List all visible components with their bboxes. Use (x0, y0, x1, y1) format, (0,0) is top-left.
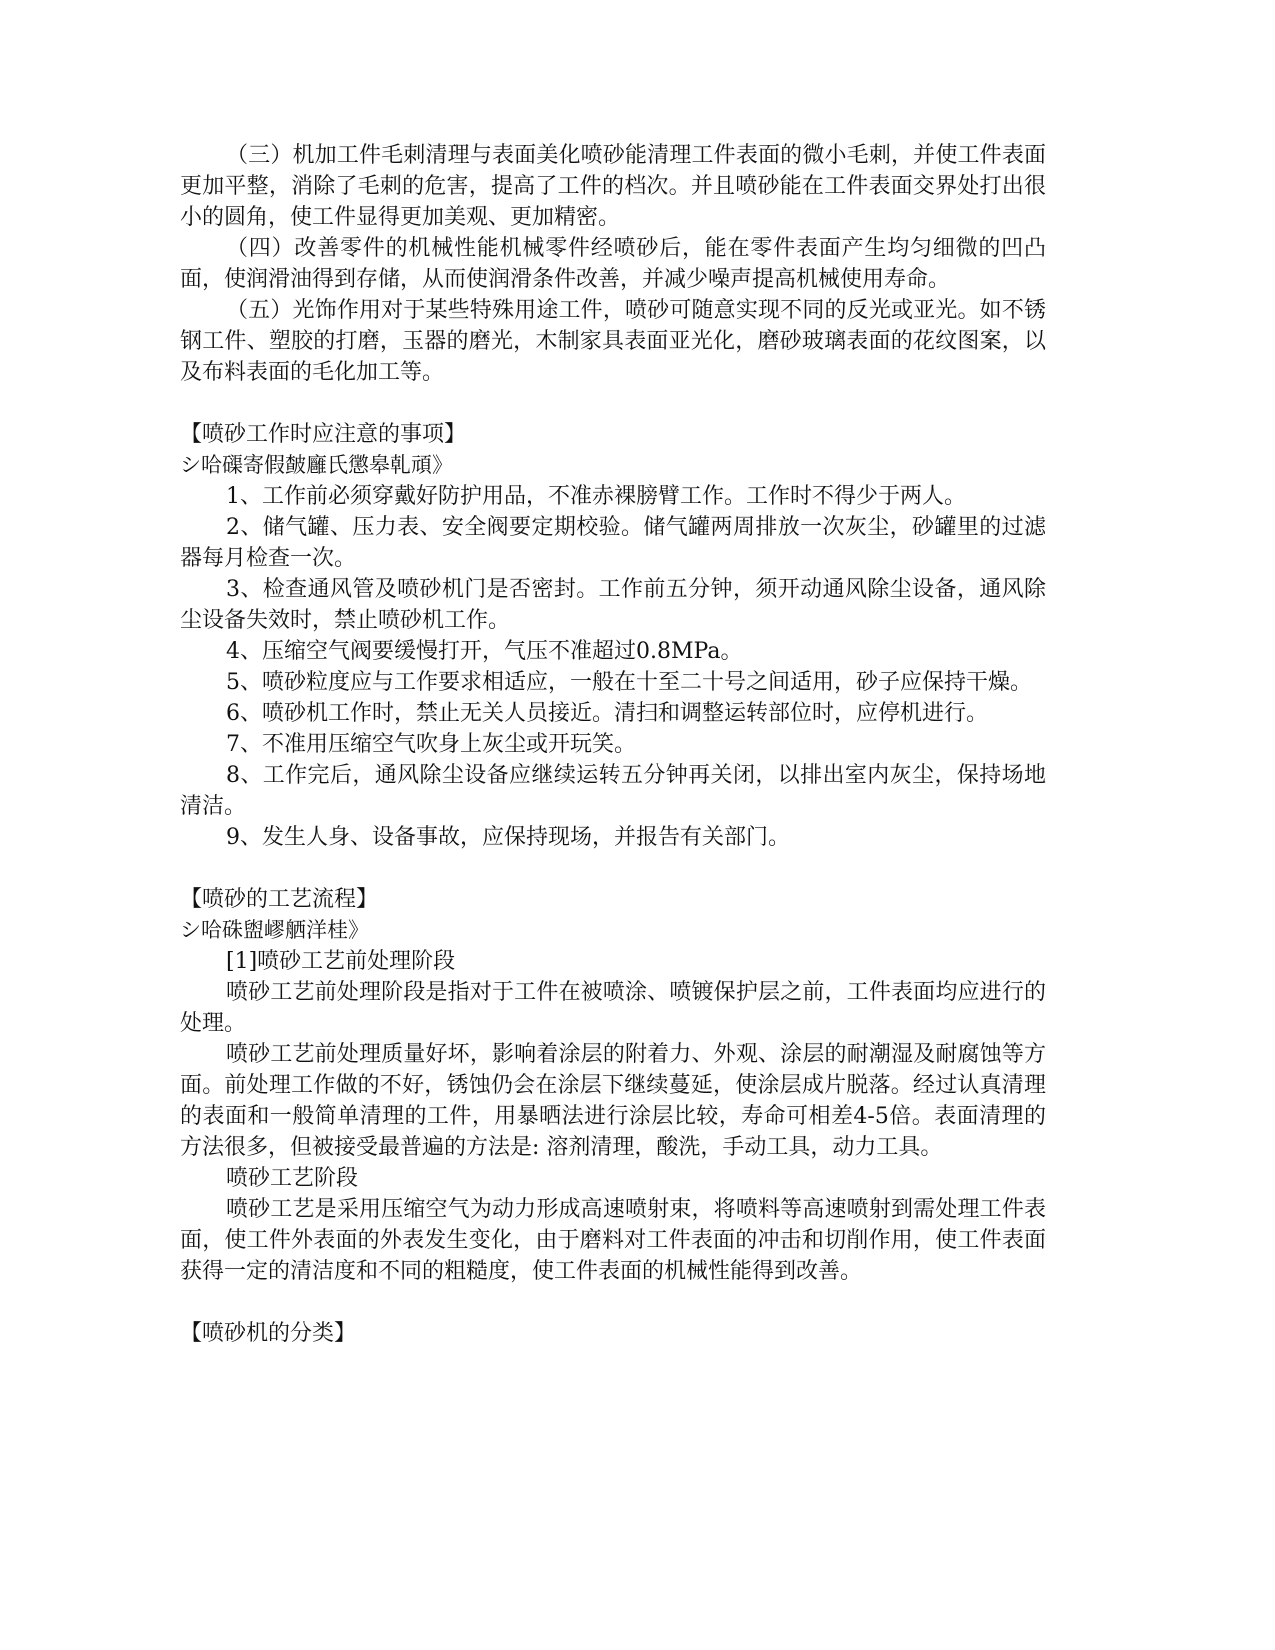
garbled-line-process: シ哈硃盥嵺舾洋桂》 (180, 918, 369, 942)
process-paragraph: 喷砂工艺前处理阶段是指对于工件在被喷涂、喷镀保护层之前，工件表面均应进行的处理。 (180, 980, 1046, 1036)
list-item: 1、工作前必须穿戴好防护用品，不准赤裸膀臂工作。工作时不得少于两人。 (226, 484, 966, 509)
list-item: 2、储气罐、压力表、安全阀要定期校验。储气罐两周排放一次灰尘，砂罐里的过滤器每月检查一次。 (180, 515, 1046, 571)
intro-paragraph-3: （三）机加工件毛刺清理与表面美化喷砂能清理工件表面的微小毛刺，并使工件表面更加平整，消除了毛刺的危害，提高了工件的档次。并且喷砂能在工件表面交界处打出很小的圆角，使工件显得更加美观、更加精密。 (180, 143, 1046, 230)
intro-paragraph-5: （五）光饰作用对于某些特殊用途工件，喷砂可随意实现不同的反光或亚光。如不锈钢工件、塑胶的打磨，玉器的磨光，木制家具表面亚光化，磨砂玻璃表面的花纹图案，以及布料表面的毛化加工等。 (180, 298, 1046, 385)
list-item: 5、喷砂粒度应与工作要求相适应，一般在十至二十号之间适用，砂子应保持干燥。 (226, 670, 1032, 695)
list-item: 8、工作完后，通风除尘设备应继续运转五分钟再关闭，以排出室内灰尘，保持场地清洁。 (180, 763, 1046, 819)
process-paragraph: 喷砂工艺前处理质量好坏，影响着涂层的附着力、外观、涂层的耐潮湿及耐腐蚀等方面。前处理工作做的不好，锈蚀仍会在涂层下继续蔓延，使涂层成片脱落。经过认真清理的表面和一般简单清理的工件，用暴晒法进行涂层比较，寿命可相差4-5倍。表面清理的方法很多，但被接受最普遍的方法是: 溶剂清理，酸洗，手动工具，动力工具。 (180, 1042, 1046, 1160)
intro-paragraph-4: （四）改善零件的机械性能机械零件经喷砂后，能在零件表面产生均匀细微的凹凸面，使润滑油得到存储，从而使润滑条件改善，并减少噪声提高机械使用寿命。 (180, 236, 1046, 292)
section-heading-process: 【喷砂的工艺流程】 (180, 887, 379, 912)
list-item: 6、喷砂机工作时，禁止无关人员接近。清扫和调整运转部位时，应停机进行。 (226, 701, 988, 726)
process-subheading-blasting: 喷砂工艺阶段 (226, 1166, 359, 1191)
section-heading-precautions: 【喷砂工作时应注意的事项】 (180, 422, 467, 447)
list-item: 7、不准用压缩空气吹身上灰尘或开玩笑。 (226, 732, 636, 757)
list-item: 4、压缩空气阀要缓慢打开，气压不准超过0.8MPa。 (226, 639, 743, 664)
document-page (180, 140, 1046, 1349)
process-subheading-pretreatment: [1]喷砂工艺前处理阶段 (226, 949, 456, 974)
list-item: 9、发生人身、设备事故，应保持现场，并报告有关部门。 (226, 825, 790, 850)
list-item: 3、检查通风管及喷砂机门是否密封。工作前五分钟，须开动通风除尘设备，通风除尘设备失效时，禁止喷砂机工作。 (180, 577, 1046, 633)
process-paragraph: 喷砂工艺是采用压缩空气为动力形成高速喷射束，将喷料等高速喷射到需处理工件表面，使工件外表面的外表发生变化，由于磨料对工件表面的冲击和切削作用，使工件表面获得一定的清洁度和不同的粗糙度，使工件表面的机械性能得到改善。 (180, 1197, 1046, 1284)
section-heading-classification: 【喷砂机的分类】 (180, 1321, 357, 1346)
garbled-line-precautions: シ哈磲寄假皶廱氏懲皋乹頑》 (180, 453, 453, 477)
